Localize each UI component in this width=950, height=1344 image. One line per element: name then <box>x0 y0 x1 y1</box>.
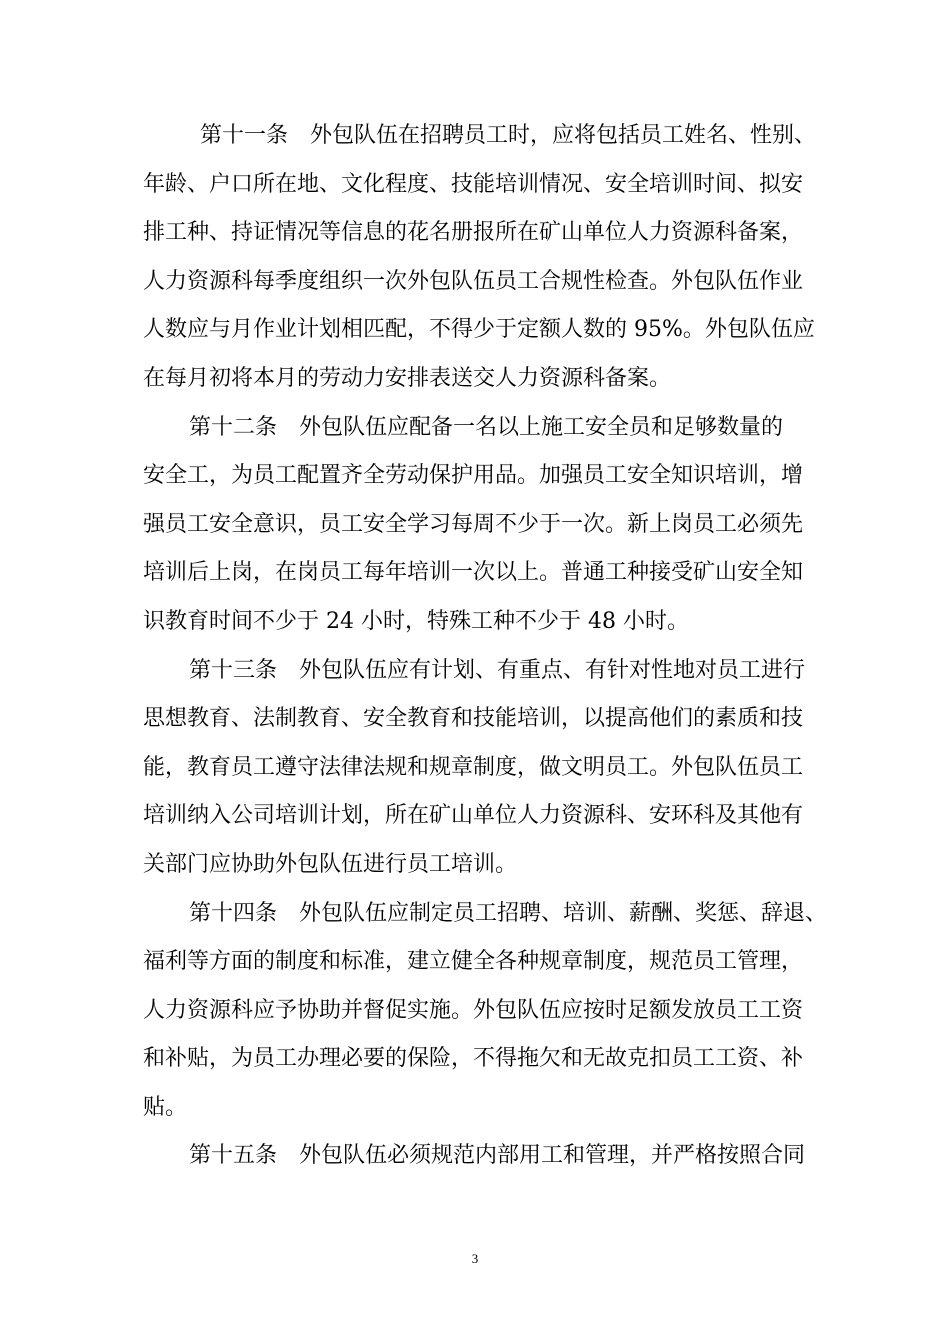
article-11-line-4: 人力资源科每季度组织一次外包队伍员工合规性检查。外包队伍作业 <box>143 268 804 294</box>
article-15-line-1: 第十五条 外包队伍必须规范内部用工和管理，并严格按照合同 <box>189 1143 806 1169</box>
article-13-line-4: 培训纳入公司培训计划，所在矿山单位人力资源科、安环科及其他有 <box>143 803 804 829</box>
article-12-line-2: 安全工，为员工配置齐全劳动保护用品。加强员工安全知识培训，增 <box>143 463 804 489</box>
article-13-line-3: 能，教育员工遵守法律法规和规章制度，做文明员工。外包队伍员工 <box>143 754 804 780</box>
article-14-line-5: 贴。 <box>143 1094 188 1120</box>
page-number: 3 <box>471 1251 479 1266</box>
article-13-line-1: 第十三条 外包队伍应有计划、有重点、有针对性地对员工进行 <box>189 657 806 683</box>
article-11-line-6: 在每月初将本月的劳动力安排表送交人力资源科备案。 <box>143 365 672 391</box>
article-11-line-1: 第十一条 外包队伍在招聘员工时，应将包括员工姓名、性别、 <box>200 123 817 148</box>
article-14-line-3: 人力资源科应予协助并督促实施。外包队伍应按时足额发放员工工资 <box>143 997 804 1023</box>
article-12-line-4: 培训后上岗，在岗员工每年培训一次以上。普通工种接受矿山安全知 <box>143 560 804 586</box>
article-13-line-2: 思想教育、法制教育、安全教育和技能培训，以提高他们的素质和技 <box>143 706 804 732</box>
article-12-line-3: 强员工安全意识，员工安全学习每周不少于一次。新上岗员工必须先 <box>143 511 804 537</box>
article-14-line-2: 福利等方面的制度和标准，建立健全各种规章制度，规范员工管理， <box>143 949 804 975</box>
article-13-line-5: 关部门应协助外包队伍进行员工培训。 <box>143 851 518 877</box>
article-14-line-4: 和补贴，为员工办理必要的保险，不得拖欠和无故克扣员工工资、补 <box>143 1046 804 1072</box>
article-11-line-5: 人数应与月作业计划相匹配，不得少于定额人数的 95%。外包队伍应 <box>143 317 815 343</box>
document-body <box>143 112 828 1181</box>
article-11-line-2: 年龄、户口所在地、文化程度、技能培训情况、安全培训时间、拟安 <box>143 171 804 197</box>
article-12-line-1: 第十二条 外包队伍应配备一名以上施工安全员和足够数量的 <box>189 414 784 440</box>
article-12-line-5: 识教育时间不少于 24 小时，特殊工种不少于 48 小时。 <box>143 608 689 634</box>
article-11-line-3: 排工种、持证情况等信息的花名册报所在矿山单位人力资源科备案， <box>143 220 804 246</box>
article-14-line-1: 第十四条 外包队伍应制定员工招聘、培训、薪酬、奖惩、辞退、 <box>189 900 828 926</box>
